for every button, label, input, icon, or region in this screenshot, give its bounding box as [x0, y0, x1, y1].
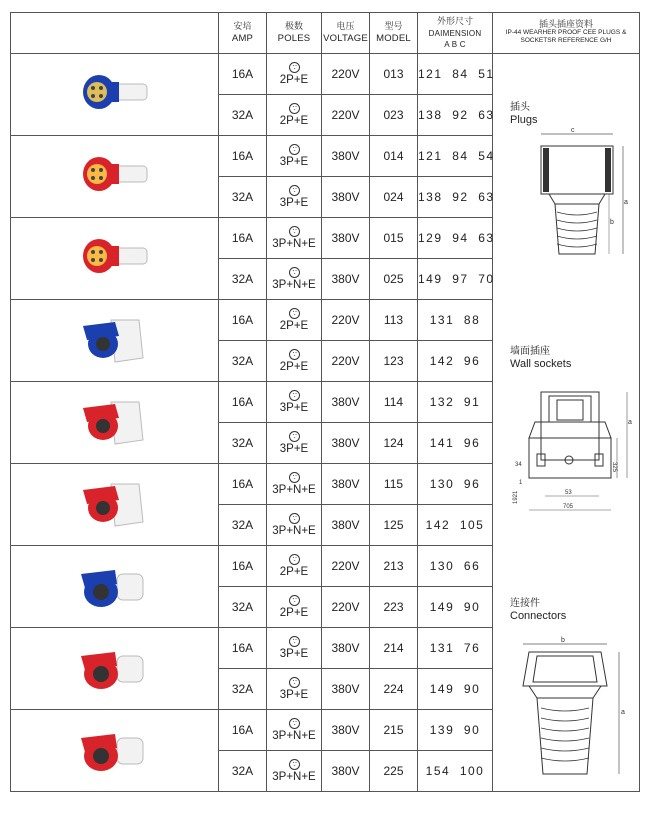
- cell-dimension: 130 66: [418, 546, 493, 587]
- socket-pin-icon: [289, 390, 300, 401]
- poles-label: 3P+E: [279, 401, 309, 414]
- svg-text:34: 34: [515, 462, 522, 468]
- socket-pin-icon: [289, 718, 300, 729]
- socket-pin-icon: [289, 595, 300, 606]
- cell-voltage: 380V: [322, 505, 370, 546]
- product-photo-plug-red-3pn: [11, 218, 219, 300]
- cell-amp: 32A: [219, 341, 267, 382]
- poles-label: 3P+E: [279, 647, 309, 660]
- cell-model: 125: [370, 505, 418, 546]
- socket-pin-icon: [289, 267, 300, 278]
- socket-pin-icon: [289, 472, 300, 483]
- cell-dimension: 149 97 70: [418, 259, 493, 300]
- cell-amp: 32A: [219, 587, 267, 628]
- poles-label: 3P+E: [279, 442, 309, 455]
- socket-pin-icon: [289, 636, 300, 647]
- cell-amp: 16A: [219, 710, 267, 751]
- socket-pin-icon: [289, 144, 300, 155]
- socket-pin-icon: [289, 62, 300, 73]
- poles-label: 3P+E: [279, 196, 309, 209]
- cell-amp: 32A: [219, 751, 267, 792]
- cell-model: 213: [370, 546, 418, 587]
- cell-dimension: 142 105: [418, 505, 493, 546]
- cell-amp: 16A: [219, 54, 267, 95]
- cell-dimension: 132 91: [418, 382, 493, 423]
- cell-dimension: 154 100: [418, 751, 493, 792]
- wall-socket-blue-icon: [75, 312, 155, 369]
- poles-label: 2P+E: [279, 114, 309, 127]
- section-wall-sockets: 墙面插座 Wall sockets 325 a 34 1 1921 53 705: [493, 304, 640, 554]
- cell-model: 215: [370, 710, 418, 751]
- svg-text:1: 1: [519, 480, 523, 486]
- poles-label: 3P+N+E: [272, 237, 316, 250]
- connector-blue-icon: [75, 558, 155, 615]
- socket-pin-icon: [289, 759, 300, 770]
- header-reference: 插头插座资料 IP-44 WEARHER PROOF CEE PLUGS & SOCKETSR REFERENCE G/H: [493, 13, 640, 54]
- socket-pin-icon: [289, 308, 300, 319]
- poles-label: 3P+E: [279, 155, 309, 168]
- wall-socket-red-3p-icon: [75, 394, 155, 451]
- cell-amp: 32A: [219, 259, 267, 300]
- poles-label: 2P+E: [279, 73, 309, 86]
- connector-red-3p-icon: [75, 640, 155, 697]
- cell-amp: 32A: [219, 177, 267, 218]
- svg-text:b: b: [561, 637, 565, 644]
- cell-model: 114: [370, 382, 418, 423]
- cell-poles: [267, 505, 322, 546]
- cell-amp: 32A: [219, 505, 267, 546]
- socket-pin-icon: [289, 349, 300, 360]
- plug-red-3pn-icon: [75, 234, 155, 283]
- product-photo-plug-blue-2p: [11, 54, 219, 136]
- cell-amp: 16A: [219, 218, 267, 259]
- cell-voltage: 380V: [322, 710, 370, 751]
- connector-red-3pn-icon: [75, 722, 155, 779]
- poles-label: 3P+E: [279, 688, 309, 701]
- cell-model: 023: [370, 95, 418, 136]
- cell-voltage: 220V: [322, 54, 370, 95]
- svg-text:53: 53: [565, 490, 572, 496]
- socket-pin-icon: [289, 513, 300, 524]
- svg-text:b: b: [610, 219, 614, 226]
- poles-label: 3P+N+E: [272, 729, 316, 742]
- svg-text:705: 705: [563, 504, 574, 510]
- cell-dimension: 131 88: [418, 300, 493, 341]
- poles-label: 2P+E: [279, 565, 309, 578]
- cell-voltage: 220V: [322, 546, 370, 587]
- cell-poles: [267, 751, 322, 792]
- cell-amp: 16A: [219, 382, 267, 423]
- header-dimension: 外形尺寸 DAIMENSION A B C: [418, 13, 493, 54]
- cell-poles: [267, 587, 322, 628]
- cell-voltage: 380V: [322, 464, 370, 505]
- cell-poles: [267, 218, 322, 259]
- socket-pin-icon: [289, 554, 300, 565]
- cell-amp: 32A: [219, 669, 267, 710]
- cell-poles: [267, 546, 322, 587]
- cell-poles: [267, 710, 322, 751]
- cell-model: 123: [370, 341, 418, 382]
- cell-voltage: 380V: [322, 218, 370, 259]
- svg-text:a: a: [628, 419, 632, 426]
- wall-socket-drawing: [509, 384, 637, 526]
- cell-model: 014: [370, 136, 418, 177]
- cell-dimension: 131 76: [418, 628, 493, 669]
- cell-dimension: 129 94 63: [418, 218, 493, 259]
- product-photo-wall-socket-red-3p: [11, 382, 219, 464]
- poles-label: 3P+N+E: [272, 770, 316, 783]
- product-table: [10, 12, 640, 792]
- header-row: [11, 13, 640, 54]
- cell-poles: [267, 464, 322, 505]
- cell-poles: [267, 136, 322, 177]
- cell-voltage: 220V: [322, 341, 370, 382]
- product-photo-plug-red-3p: [11, 136, 219, 218]
- cell-poles: [267, 300, 322, 341]
- poles-label: 2P+E: [279, 319, 309, 332]
- cell-poles: [267, 341, 322, 382]
- product-photo-connector-red-3p: [11, 628, 219, 710]
- cell-dimension: 138 92 63: [418, 177, 493, 218]
- socket-pin-icon: [289, 103, 300, 114]
- svg-text:a: a: [621, 709, 625, 716]
- cell-voltage: 220V: [322, 587, 370, 628]
- poles-label: 2P+E: [279, 360, 309, 373]
- cell-poles: [267, 669, 322, 710]
- poles-label: 3P+N+E: [272, 278, 316, 291]
- poles-label: 3P+N+E: [272, 524, 316, 537]
- header-photo: [11, 13, 219, 54]
- cell-voltage: 380V: [322, 177, 370, 218]
- cell-voltage: 380V: [322, 628, 370, 669]
- cell-amp: 16A: [219, 628, 267, 669]
- wall-socket-red-3pn-icon: [75, 476, 155, 533]
- cell-dimension: 130 96: [418, 464, 493, 505]
- reference-cell: [493, 54, 640, 792]
- cell-poles: [267, 177, 322, 218]
- cell-model: 113: [370, 300, 418, 341]
- section-plugs: 插头 Plugs c a b: [493, 54, 640, 304]
- socket-pin-icon: [289, 431, 300, 442]
- cell-amp: 32A: [219, 95, 267, 136]
- cell-poles: [267, 423, 322, 464]
- cell-amp: 32A: [219, 423, 267, 464]
- header-voltage: 电压 VOLTAGE: [322, 13, 370, 54]
- header-model: 型号 MODEL: [370, 13, 418, 54]
- product-photo-connector-red-3pn: [11, 710, 219, 792]
- cell-model: 214: [370, 628, 418, 669]
- cell-model: 224: [370, 669, 418, 710]
- socket-pin-icon: [289, 677, 300, 688]
- cell-voltage: 220V: [322, 95, 370, 136]
- cell-model: 024: [370, 177, 418, 218]
- section-connectors: 连接件 Connectors b a: [493, 554, 640, 808]
- cell-amp: 16A: [219, 300, 267, 341]
- table-row: [11, 54, 640, 95]
- cell-dimension: 138 92 63: [418, 95, 493, 136]
- cell-model: 013: [370, 54, 418, 95]
- cell-model: 025: [370, 259, 418, 300]
- cell-poles: [267, 382, 322, 423]
- cell-amp: 16A: [219, 546, 267, 587]
- cell-model: 225: [370, 751, 418, 792]
- cell-voltage: 380V: [322, 136, 370, 177]
- cell-dimension: 139 90: [418, 710, 493, 751]
- poles-label: 3P+N+E: [272, 483, 316, 496]
- svg-text:1921: 1921: [513, 490, 519, 504]
- plug-blue-2p-icon: [75, 70, 155, 119]
- cell-dimension: 121 84 54: [418, 136, 493, 177]
- cell-model: 015: [370, 218, 418, 259]
- cell-voltage: 380V: [322, 423, 370, 464]
- plug-drawing: [529, 124, 629, 272]
- cell-voltage: 220V: [322, 300, 370, 341]
- cell-voltage: 380V: [322, 382, 370, 423]
- connector-drawing: [515, 634, 635, 794]
- cell-voltage: 380V: [322, 751, 370, 792]
- cell-dimension: 121 84 51: [418, 54, 493, 95]
- product-photo-wall-socket-blue: [11, 300, 219, 382]
- product-photo-connector-blue: [11, 546, 219, 628]
- socket-pin-icon: [289, 226, 300, 237]
- cell-dimension: 142 96: [418, 341, 493, 382]
- cell-amp: 16A: [219, 464, 267, 505]
- svg-text:325: 325: [611, 462, 617, 473]
- cell-model: 124: [370, 423, 418, 464]
- cell-dimension: 141 96: [418, 423, 493, 464]
- cell-poles: [267, 54, 322, 95]
- header-amp: 安培 AMP: [219, 13, 267, 54]
- cell-voltage: 380V: [322, 259, 370, 300]
- cell-poles: [267, 95, 322, 136]
- socket-pin-icon: [289, 185, 300, 196]
- poles-label: 2P+E: [279, 606, 309, 619]
- cell-poles: [267, 259, 322, 300]
- svg-text:c: c: [571, 127, 575, 134]
- cell-dimension: 149 90: [418, 669, 493, 710]
- cell-model: 115: [370, 464, 418, 505]
- svg-text:a: a: [624, 199, 628, 206]
- cell-dimension: 149 90: [418, 587, 493, 628]
- product-photo-wall-socket-red-3pn: [11, 464, 219, 546]
- cell-model: 223: [370, 587, 418, 628]
- cell-amp: 16A: [219, 136, 267, 177]
- cell-poles: [267, 628, 322, 669]
- cell-voltage: 380V: [322, 669, 370, 710]
- header-poles: 极数 POLES: [267, 13, 322, 54]
- plug-red-3p-icon: [75, 152, 155, 201]
